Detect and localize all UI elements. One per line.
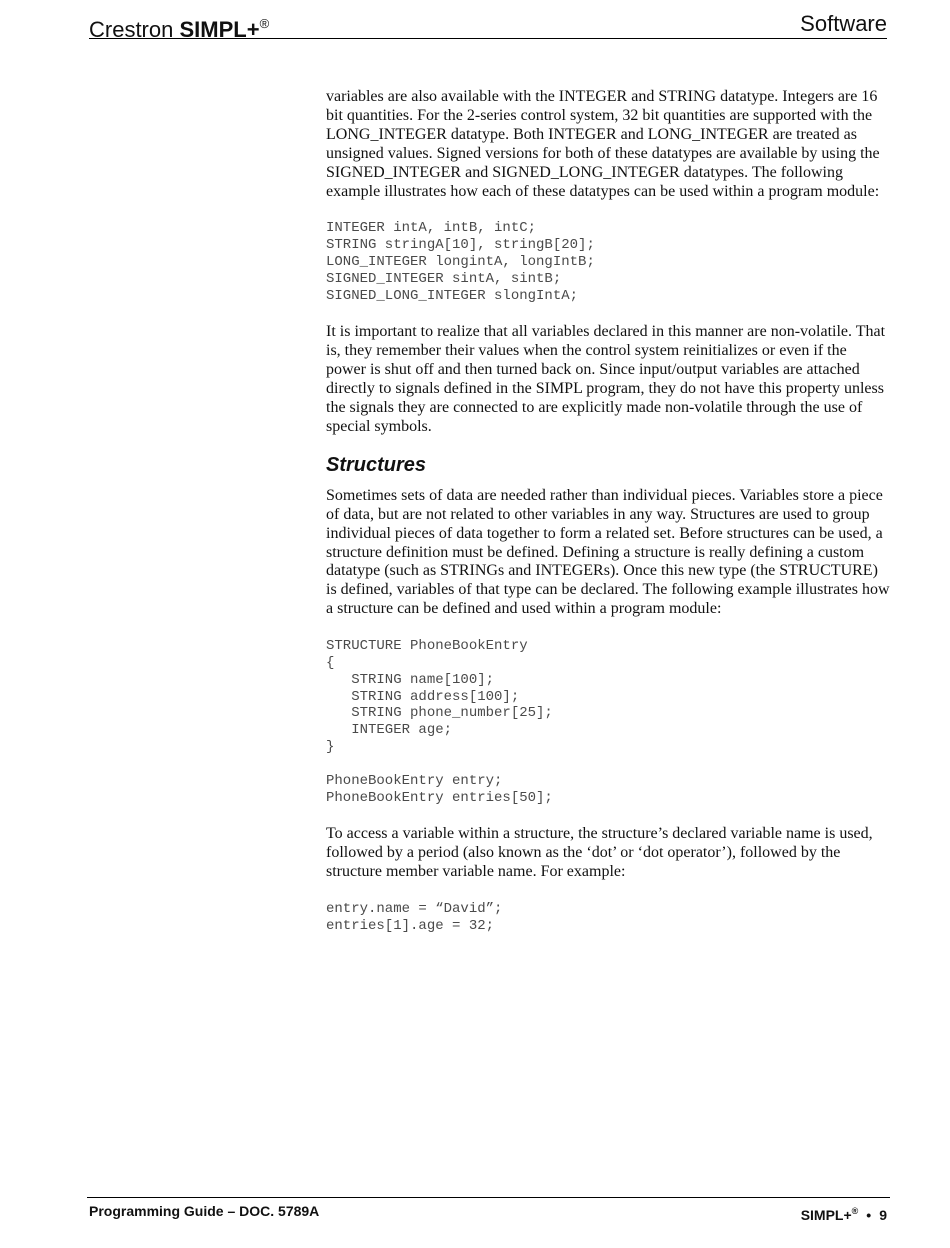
- section-heading-structures: Structures: [326, 453, 427, 476]
- page-header: [89, 10, 887, 42]
- header-brand-plain: Crestron: [89, 17, 180, 42]
- code-block-variable-declarations: INTEGER intA, intB, intC; STRING stringA[10], stringB[20]; LONG_INTEGER longintA, longIntB; SIGNED_INTEGER sintA, sintB; SIGNED_LONG_INTEGER slongIntA;: [326, 220, 595, 304]
- footer-bullet: •: [866, 1207, 872, 1223]
- code-block-member-access: entry.name = “David”; entries[1].age = 32;: [326, 901, 503, 934]
- footer-page-info: [801, 1201, 887, 1225]
- footer-page-number: 9: [879, 1207, 887, 1223]
- header-section-title: Software: [800, 11, 887, 36]
- header-brand-bold: SIMPL+: [179, 17, 260, 42]
- header-registered-mark: ®: [259, 16, 270, 31]
- page-footer: [87, 1197, 890, 1223]
- footer-product: SIMPL+: [800, 1207, 852, 1223]
- paragraph-non-volatile: It is important to realize that all variables declared in this manner are non-volatile. That is, they remember their values when the control system reinitializes or even if the power is shut off and then turned back on. Since input/output variables are attached directly to signals defined in the SIMPL program, they do not have this property unless the signals they are connected to are explicitly made non-volatile through the use of special symbols.: [326, 323, 886, 435]
- page-body: [326, 88, 890, 935]
- paragraph-structures-intro: Sometimes sets of data are needed rather than individual pieces. Variables store a piece of data, but are not related to other variables in any way. Structures are used to group individual pieces of data together to form a related set. Before structures can be used, a structure definition must be defined. Defining a structure is really defining a custom datatype (such as STRINGs and INTEGERs). Once this new type (the STRUCTURE) is defined, variables of that type can be declared. The following example illustrates how a structure can be defined and used within a program module:: [326, 486, 890, 618]
- code-block-structure-definition: STRUCTURE PhoneBookEntry { STRING name[100]; STRING address[100]; STRING phone_number[25]; INTEGER age; }: [326, 638, 553, 755]
- footer-registered-mark: ®: [851, 1206, 859, 1216]
- paragraph-datatypes: variables are also available with the INTEGER and STRING datatype. Integers are 16 bit quantities. For the 2-series control system, 32 bit quantities are supported with the LONG_INTEGER datatype. Both INTEGER and LONG_INTEGER are treated as unsigned values. Signed versions for both of these datatypes are available by using the SIGNED_INTEGER and SIGNED_LONG_INTEGER datatypes. The following example illustrates how each of these datatypes can be used within a program module:: [326, 88, 880, 200]
- footer-document-title: Programming Guide – DOC. 5789A: [89, 1203, 320, 1219]
- code-block-structure-variables: PhoneBookEntry entry; PhoneBookEntry entries[50];: [326, 772, 553, 806]
- header-brand: [89, 10, 269, 44]
- paragraph-dot-operator: To access a variable within a structure, the structure’s declared variable name is used, followed by a period (also known as the ‘dot’ or ‘dot operator’), followed by the structure member variable name. For example:: [326, 825, 873, 881]
